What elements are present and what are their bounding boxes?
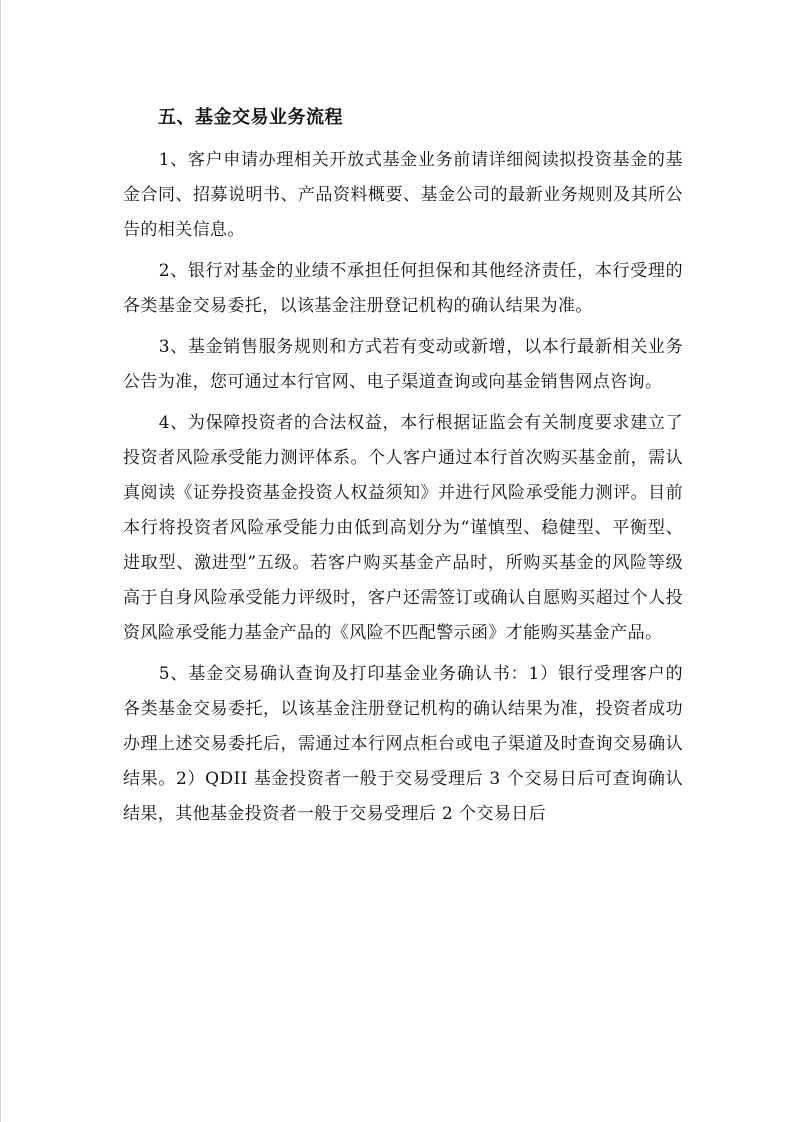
section-heading: 五、基金交易业务流程 bbox=[158, 107, 343, 128]
page-edge bbox=[0, 0, 1, 1122]
document-body bbox=[123, 104, 683, 838]
paragraph-3: 3、基金销售服务规则和方式若有变动或新增，以本行最新相关业务公告为准，您可通过本行官网、电子渠道查询或向基金销售网点咨询。 bbox=[123, 337, 683, 392]
paragraph-5: 5、基金交易确认查询及打印基金业务确认书：1）银行受理客户的各类基金交易委托，以该基金注册登记机构的确认结果为准，投资者成功办理上述交易委托后，需通过本行网点柜台或电子渠道及时查询交易确认结果。2）QDII 基金投资者一般于交易受理后 3 个交易日后可查询确认结果，其他基金投资者一般于交易受理后 2 个交易日后 bbox=[123, 664, 683, 824]
paragraph-2: 2、银行对基金的业绩不承担任何担保和其他经济责任，本行受理的各类基金交易委托，以该基金注册登记机构的确认结果为准。 bbox=[123, 261, 683, 316]
paragraph-1: 1、客户申请办理相关开放式基金业务前请详细阅读拟投资基金的基金合同、招募说明书、产品资料概要、基金公司的最新业务规则及其所公告的相关信息。 bbox=[123, 150, 683, 240]
paragraph-4: 4、为保障投资者的合法权益，本行根据证监会有关制度要求建立了投资者风险承受能力测评体系。个人客户通过本行首次购买基金前，需认真阅读《证券投资基金投资人权益须知》并进行风险承受能力测评。目前本行将投资者风险承受能力由低到高划分为“谨慎型、稳健型、平衡型、进取型、激进型”五级。若客户购买基金产品时，所购买基金的风险等级高于自身风险承受能力评级时，客户还需签订或确认自愿购买超过个人投资风险承受能力基金产品的《风险不匹配警示函》才能购买基金产品。 bbox=[123, 413, 683, 643]
